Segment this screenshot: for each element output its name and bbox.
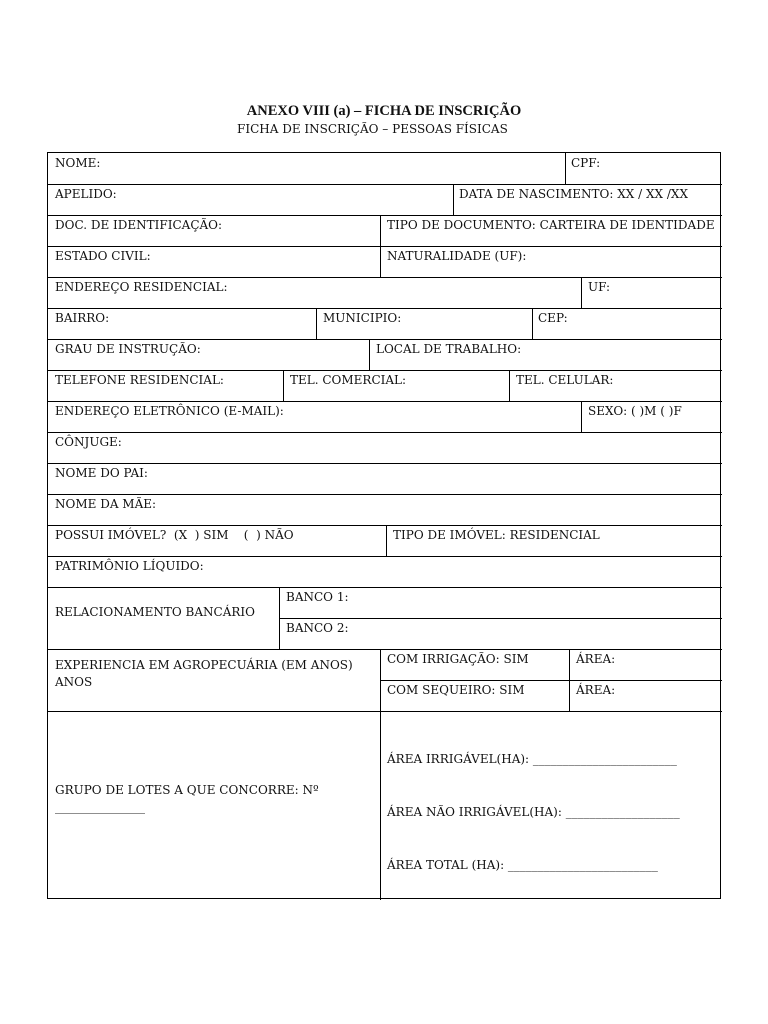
row-divider [48, 339, 722, 340]
banco2-label: BANCO 2: [286, 621, 349, 635]
data-nascimento-label: DATA DE NASCIMENTO: XX / XX /XX [459, 187, 688, 201]
area-nao-irrigavel-label: ÁREA NÃO IRRIGÁVEL(HA): ___________________ [387, 805, 680, 819]
col-divider [453, 184, 454, 215]
area-sequeiro-label: ÁREA: [576, 683, 616, 697]
naturalidade-label: NATURALIDADE (UF): [387, 249, 527, 263]
tel-celular-label: TEL. CELULAR: [516, 373, 614, 387]
col-divider [509, 370, 510, 401]
doc-identificacao-label: DOC. DE IDENTIFICAÇÃO: [55, 218, 223, 232]
row-divider [48, 587, 722, 588]
col-divider [532, 308, 533, 339]
municipio-label: MUNICIPIO: [323, 311, 402, 325]
local-trabalho-label: LOCAL DE TRABALHO: [376, 342, 522, 356]
patrimonio-label: PATRIMÔNIO LÍQUIDO: [55, 559, 204, 573]
estado-civil-label: ESTADO CIVIL: [55, 249, 151, 263]
conjuge-label: CÔNJUGE: [55, 435, 122, 449]
grau-instrucao-label: GRAU DE INSTRUÇÃO: [55, 342, 201, 356]
row-divider [380, 680, 722, 681]
registration-form [47, 152, 721, 899]
row-divider [48, 277, 722, 278]
row-divider [48, 184, 722, 185]
col-divider [380, 649, 381, 900]
com-irrigacao-label: COM IRRIGAÇÃO: SIM [387, 652, 529, 666]
col-divider [569, 649, 570, 711]
col-divider [386, 525, 387, 556]
tel-residencial-label: TELEFONE RESIDENCIAL: [55, 373, 224, 387]
nome-label: NOME: [55, 156, 101, 170]
row-divider [48, 463, 722, 464]
col-divider [581, 277, 582, 308]
col-divider [380, 215, 381, 246]
possui-imovel-label: POSSUI IMÓVEL? (X ) SIM ( ) NÃO [55, 528, 294, 542]
col-divider [283, 370, 284, 401]
col-divider [316, 308, 317, 339]
row-divider [48, 370, 722, 371]
bairro-label: BAIRRO: [55, 311, 110, 325]
banco1-label: BANCO 1: [286, 590, 349, 604]
row-divider [48, 711, 722, 712]
col-divider [279, 587, 280, 649]
col-divider [380, 246, 381, 277]
row-divider [48, 556, 722, 557]
experiencia-label: EXPERIENCIA EM AGROPECUÁRIA (EM ANOS) ANOS [55, 658, 353, 689]
row-divider [48, 432, 722, 433]
sexo-label: SEXO: ( )M ( )F [588, 404, 682, 418]
col-divider [581, 401, 582, 432]
area-irrigacao-label: ÁREA: [576, 652, 616, 666]
cpf-label: CPF: [571, 156, 601, 170]
form-subtitle: FICHA DE INSCRIÇÃO – PESSOAS FÍSICAS [237, 122, 508, 136]
col-divider [565, 153, 566, 184]
area-total-label: ÁREA TOTAL (HA): _________________________ [387, 858, 658, 872]
grupo-lotes-label: GRUPO DE LOTES A QUE CONCORRE: Nº _______________ [55, 783, 319, 814]
nome-pai-label: NOME DO PAI: [55, 466, 148, 480]
relacionamento-bancario-label: RELACIONAMENTO BANCÁRIO [55, 605, 256, 619]
nome-mae-label: NOME DA MÃE: [55, 497, 157, 511]
row-divider [48, 649, 722, 650]
tipo-imovel-label: TIPO DE IMÓVEL: RESIDENCIAL [393, 528, 600, 542]
tel-comercial-label: TEL. COMERCIAL: [290, 373, 407, 387]
uf-label: UF: [588, 280, 611, 294]
com-sequeiro-label: COM SEQUEIRO: SIM [387, 683, 525, 697]
area-irrigavel-label: ÁREA IRRIGÁVEL(HA): ________________________ [387, 752, 677, 766]
cep-label: CEP: [538, 311, 568, 325]
apelido-label: APELIDO: [55, 187, 117, 201]
row-divider [279, 618, 722, 619]
row-divider [48, 401, 722, 402]
row-divider [48, 246, 722, 247]
tipo-documento-label: TIPO DE DOCUMENTO: CARTEIRA DE IDENTIDADE [387, 218, 715, 232]
form-title: ANEXO VIII (a) – FICHA DE INSCRIÇÃO [246, 103, 522, 119]
row-divider [48, 215, 722, 216]
email-label: ENDEREÇO ELETRÔNICO (E-MAIL): [55, 404, 284, 418]
row-divider [48, 525, 722, 526]
col-divider [369, 339, 370, 370]
row-divider [48, 308, 722, 309]
endereco-residencial-label: ENDEREÇO RESIDENCIAL: [55, 280, 228, 294]
row-divider [48, 494, 722, 495]
